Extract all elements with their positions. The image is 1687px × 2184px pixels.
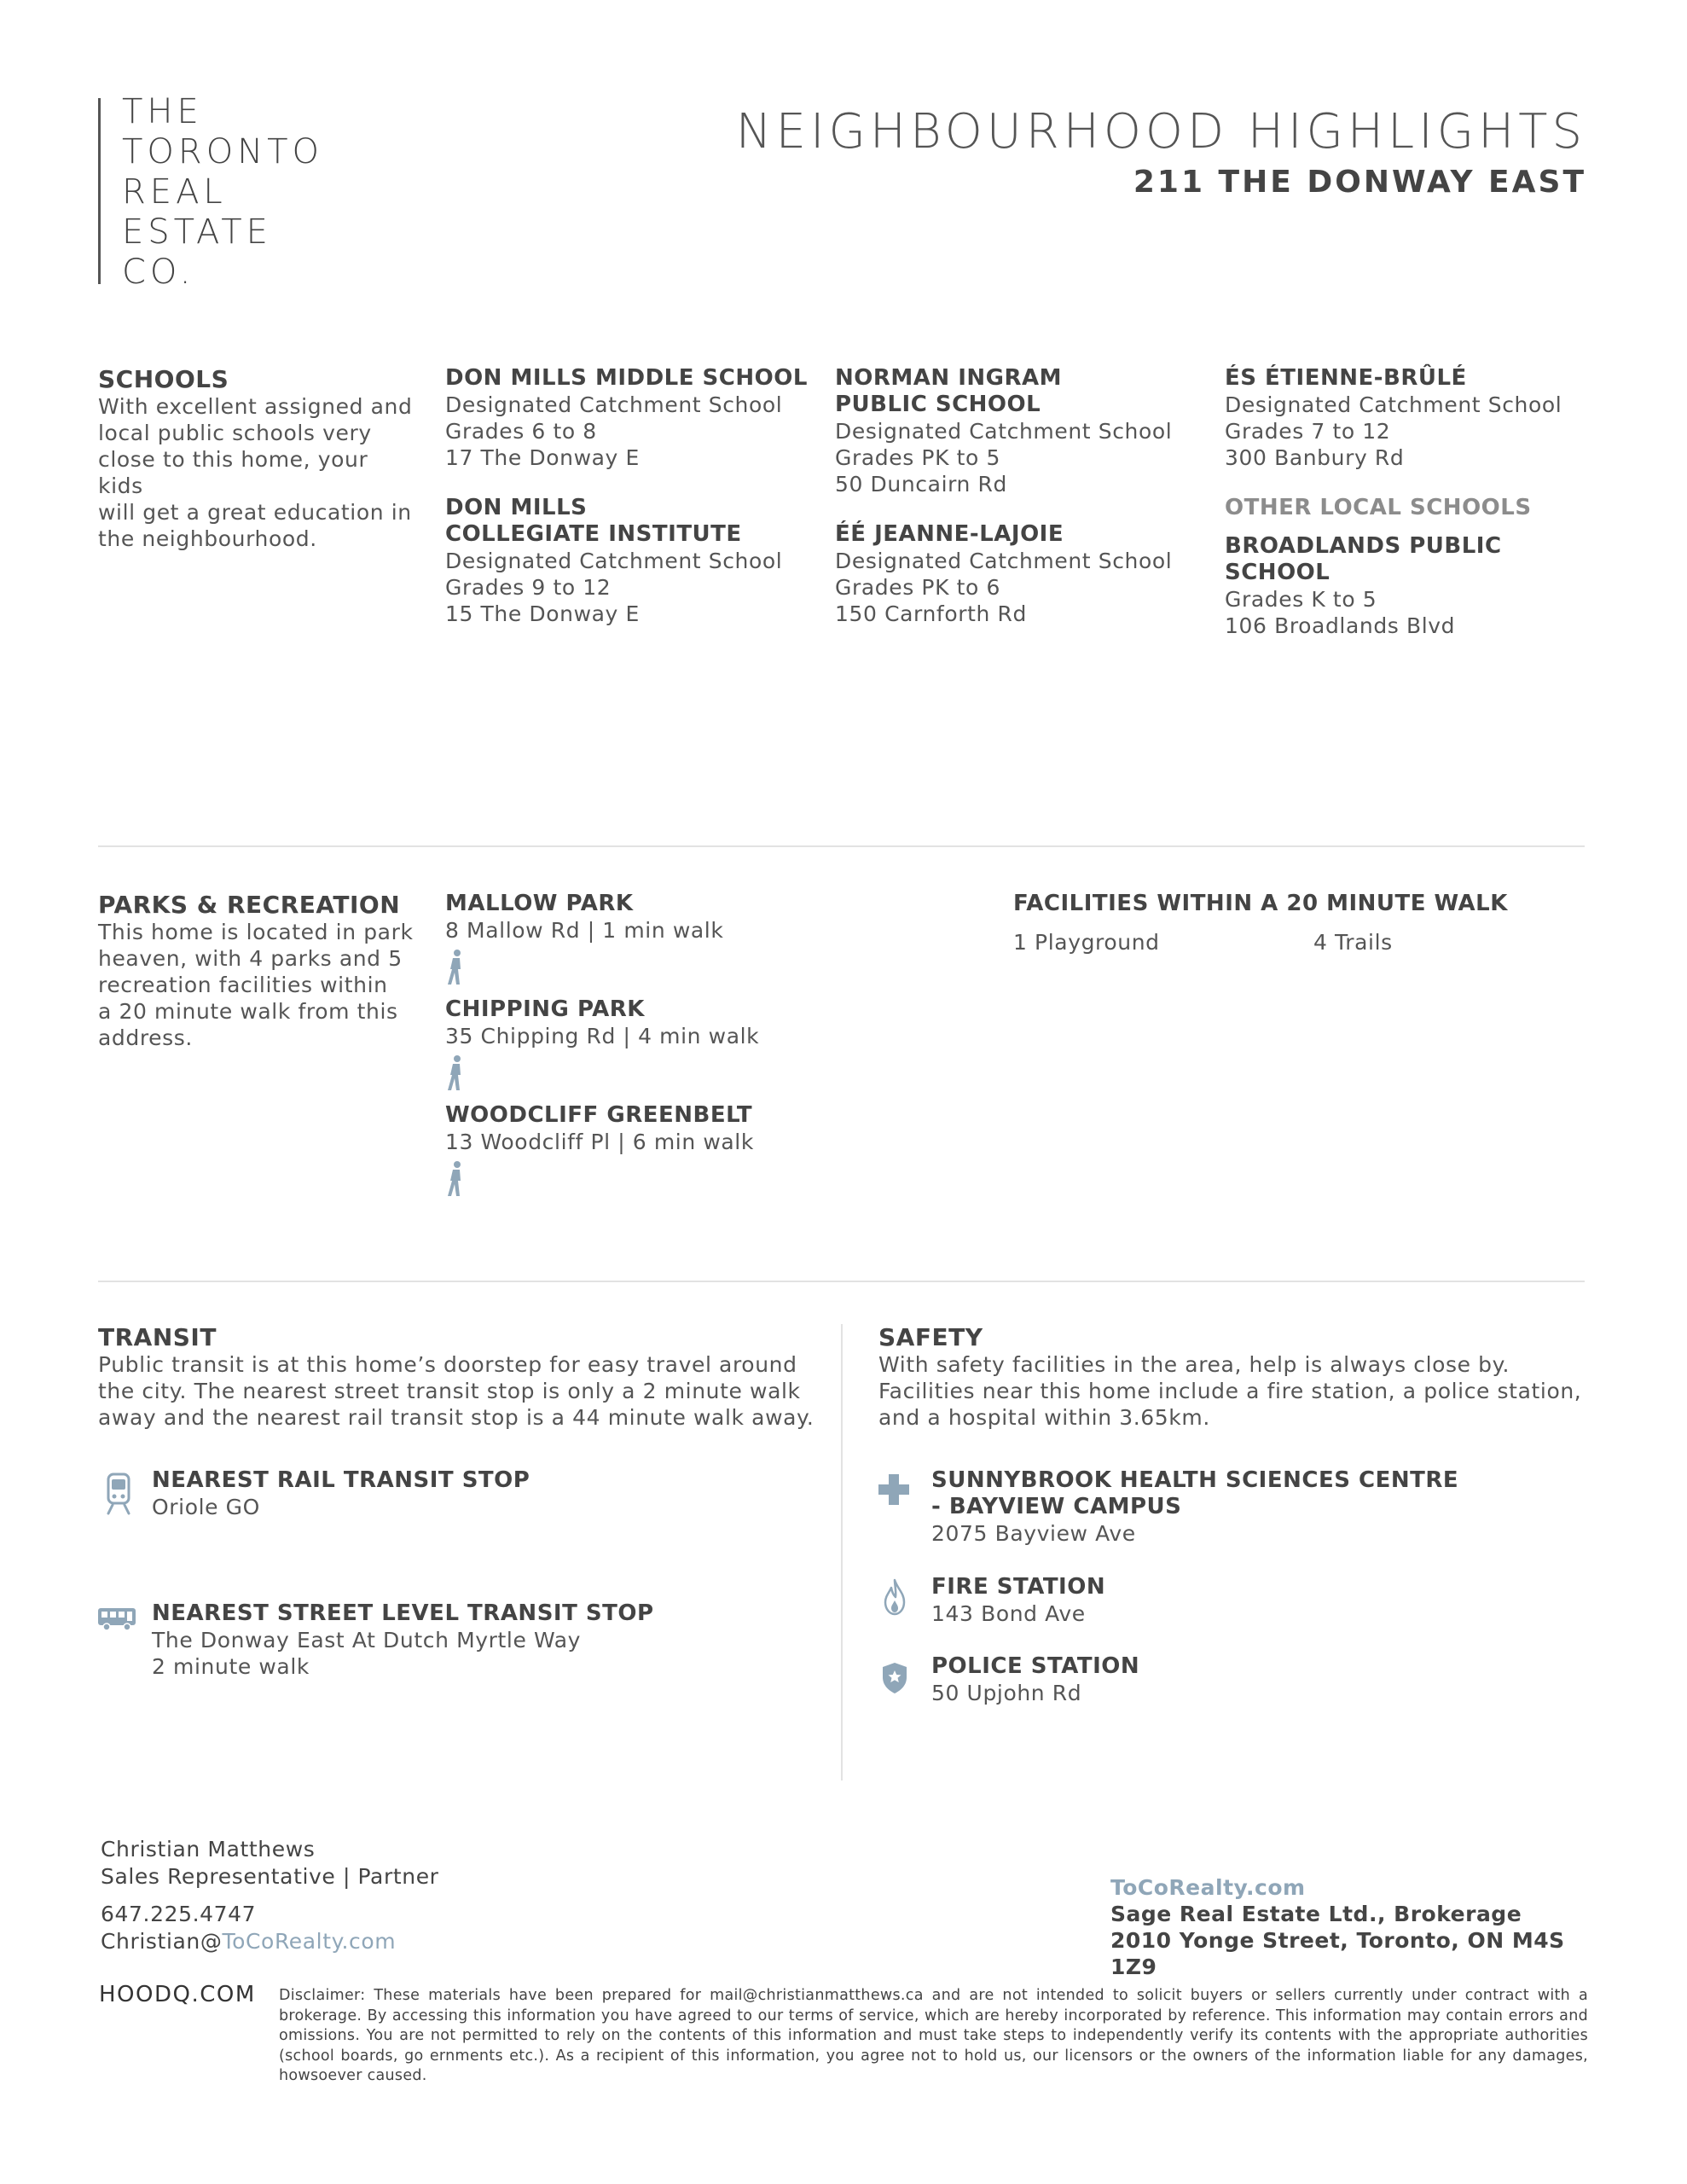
school-name: NORMAN INGRAM — [835, 365, 1062, 391]
agent-role: Sales Representative | Partner — [101, 1864, 439, 1889]
transit-intro — [98, 1323, 832, 1431]
street-stop-walk: 2 minute walk — [152, 1654, 310, 1679]
agent-email-user: Christian@ — [101, 1929, 223, 1954]
brand-logo — [122, 92, 323, 293]
transit-description-line: away and the nearest rail transit stop is a 44 minute walk away. — [98, 1405, 815, 1430]
brokerage-address: 2010 Yonge Street, Toronto, ON M4S 1Z9 — [1110, 1928, 1565, 1979]
school-type: Designated Catchment School — [835, 549, 1173, 573]
train-icon — [106, 1472, 131, 1515]
school-entry — [1225, 365, 1591, 471]
school-name: ÉS ÉTIENNE-BRÛLÉ — [1225, 365, 1467, 391]
walking-person-icon — [445, 1054, 466, 1092]
fire-station-name: FIRE STATION — [931, 1574, 1106, 1600]
schools-intro — [98, 365, 414, 552]
logo-line: REAL — [122, 172, 227, 212]
schools-description-line: local public schools very — [98, 421, 372, 445]
safety-description-line: Facilities near this home include a fire station, a police station, — [878, 1379, 1582, 1403]
rail-stop-heading: NEAREST RAIL TRANSIT STOP — [152, 1467, 530, 1493]
agent-info — [101, 1836, 612, 1955]
facility-item: 4 Trails — [1313, 930, 1393, 955]
facilities-block — [1013, 891, 1585, 956]
bus-icon — [96, 1606, 137, 1632]
brokerage-website[interactable]: ToCoRealty.com — [1110, 1875, 1306, 1900]
school-grades: Grades 7 to 12 — [1225, 419, 1391, 444]
schools-description-line: the neighbourhood. — [98, 526, 317, 551]
section-divider — [98, 845, 1585, 847]
school-grades: Grades K to 5 — [1225, 587, 1377, 612]
agent-email[interactable] — [101, 1928, 612, 1955]
park-entry — [445, 996, 872, 1102]
school-address: 150 Carnforth Rd — [835, 601, 1027, 626]
logo-line: THE — [122, 92, 203, 131]
parks-description-line: heaven, with 4 parks and 5 — [98, 946, 403, 971]
parks-heading: PARKS & RECREATION — [98, 891, 401, 919]
column-divider — [841, 1324, 843, 1780]
police-station-address: 50 Upjohn Rd — [931, 1681, 1082, 1705]
facility-item: 1 Playground — [1013, 930, 1160, 955]
parks-intro — [98, 891, 414, 1051]
hospital-name: - BAYVIEW CAMPUS — [931, 1494, 1182, 1519]
school-name: PUBLIC SCHOOL — [835, 392, 1041, 417]
schools-description-line: close to this home, your kids — [98, 447, 368, 498]
school-address: 17 The Donway E — [445, 445, 640, 470]
school-name: ÉÉ JEANNE-LAJOIE — [835, 521, 1064, 547]
safety-intro — [878, 1323, 1586, 1431]
flame-icon — [884, 1578, 906, 1616]
other-schools-heading: OTHER LOCAL SCHOOLS — [1225, 495, 1532, 520]
logo-line: CO. — [122, 253, 195, 292]
park-detail: 8 Mallow Rd | 1 min walk — [445, 918, 724, 943]
school-grades: Grades 9 to 12 — [445, 575, 612, 600]
park-name: MALLOW PARK — [445, 891, 634, 916]
school-type: Designated Catchment School — [445, 392, 783, 417]
school-grades: Grades PK to 6 — [835, 575, 1000, 600]
school-address: 300 Banbury Rd — [1225, 445, 1405, 470]
page-title: NEIGHBOURHOOD HIGHLIGHTS — [735, 104, 1586, 160]
brokerage-info — [1110, 1874, 1588, 1980]
property-address: 211 THE DONWAY EAST — [1133, 165, 1586, 200]
park-name: CHIPPING PARK — [445, 996, 645, 1022]
school-grades: Grades PK to 5 — [835, 445, 1000, 470]
rail-stop — [152, 1467, 817, 1520]
school-type: Designated Catchment School — [1225, 392, 1562, 417]
school-address: 106 Broadlands Blvd — [1225, 613, 1456, 638]
brokerage-name: Sage Real Estate Ltd., Brokerage — [1110, 1902, 1522, 1926]
safety-heading: SAFETY — [878, 1323, 983, 1351]
police-station-entry — [931, 1653, 1580, 1706]
school-entry — [835, 365, 1202, 497]
schools-description-line: With excellent assigned and — [98, 394, 413, 419]
hospital-address: 2075 Bayview Ave — [931, 1521, 1136, 1546]
schools-column-1 — [445, 365, 812, 627]
hospital-name: SUNNYBROOK HEALTH SCIENCES CENTRE — [931, 1467, 1459, 1493]
school-entry — [445, 495, 812, 627]
agent-email-domain: ToCoRealty.com — [222, 1929, 397, 1954]
schools-column-2 — [835, 365, 1202, 627]
schools-heading: SCHOOLS — [98, 365, 229, 393]
school-address: 50 Duncairn Rd — [835, 472, 1007, 497]
school-entry — [1225, 533, 1591, 639]
school-entry — [835, 521, 1202, 627]
park-detail: 13 Woodcliff Pl | 6 min walk — [445, 1130, 754, 1154]
fire-station-entry — [931, 1574, 1580, 1627]
rail-stop-name: Oriole GO — [152, 1495, 260, 1519]
hospital-entry — [931, 1467, 1580, 1547]
parks-description-line: address. — [98, 1025, 193, 1050]
walking-person-icon — [445, 1160, 466, 1198]
logo-bar — [98, 98, 101, 284]
fire-station-address: 143 Bond Ave — [931, 1601, 1086, 1626]
street-stop-heading: NEAREST STREET LEVEL TRANSIT STOP — [152, 1600, 654, 1626]
transit-description-line: the city. The nearest street transit stop is only a 2 minute walk — [98, 1379, 801, 1403]
park-entry — [445, 1102, 872, 1208]
agent-phone[interactable]: 647.225.4747 — [101, 1902, 257, 1926]
street-stop — [152, 1600, 817, 1680]
school-name: DON MILLS MIDDLE SCHOOL — [445, 365, 808, 391]
school-type: Designated Catchment School — [835, 419, 1173, 444]
logo-line: ESTATE — [122, 212, 272, 252]
park-name: WOODCLIFF GREENBELT — [445, 1102, 753, 1128]
parks-description-line: This home is located in park — [98, 920, 414, 944]
street-stop-name: The Donway East At Dutch Myrtle Way — [152, 1628, 582, 1653]
parks-description-line: a 20 minute walk from this — [98, 999, 398, 1024]
police-station-name: POLICE STATION — [931, 1653, 1140, 1679]
agent-name: Christian Matthews — [101, 1837, 316, 1862]
park-entry — [445, 891, 872, 996]
school-address: 15 The Donway E — [445, 601, 640, 626]
school-name: DON MILLS — [445, 495, 588, 520]
transit-description-line: Public transit is at this home’s doorstep for easy travel around — [98, 1352, 797, 1377]
section-divider — [98, 1281, 1585, 1282]
school-type: Designated Catchment School — [445, 549, 783, 573]
park-detail: 35 Chipping Rd | 4 min walk — [445, 1024, 760, 1048]
school-name: COLLEGIATE INSTITUTE — [445, 521, 742, 547]
hoodq-link[interactable]: HOODQ.COM — [99, 1982, 256, 2007]
police-shield-icon — [882, 1662, 907, 1694]
school-grades: Grades 6 to 8 — [445, 419, 597, 444]
transit-heading: TRANSIT — [98, 1323, 217, 1351]
parks-description-line: recreation facilities within — [98, 973, 388, 997]
walking-person-icon — [445, 949, 466, 986]
school-name: BROADLANDS PUBLIC SCHOOL — [1225, 533, 1502, 585]
hospital-cross-icon — [878, 1474, 909, 1505]
school-entry — [445, 365, 812, 471]
parks-list — [445, 891, 872, 1208]
disclaimer-text: Disclaimer: These materials have been prepared for mail@christianmatthews.ca and are not intended to solicit buyers or sellers currently under contract with a brokerage. By accessing this information you have agreed to our terms of service, which are hereby incorporated by reference. This information may contain errors and omissions. You are not permitted to rely on the contents of this information and must take steps to independently verify its contents with the appropriate authorities (school boards, go ernments etc.). As a recipient of this information, you agree not to hold us, our licensors or the owners of the information liable for any damages, howsoever caused. — [279, 1987, 1588, 2084]
safety-description-line: With safety facilities in the area, help is always close by. — [878, 1352, 1510, 1377]
schools-description-line: will get a great education in — [98, 500, 412, 525]
schools-column-3 — [1225, 365, 1591, 639]
facilities-heading: FACILITIES WITHIN A 20 MINUTE WALK — [1013, 891, 1508, 916]
logo-line: TORONTO — [122, 132, 324, 171]
safety-description-line: and a hospital within 3.65km. — [878, 1405, 1210, 1430]
